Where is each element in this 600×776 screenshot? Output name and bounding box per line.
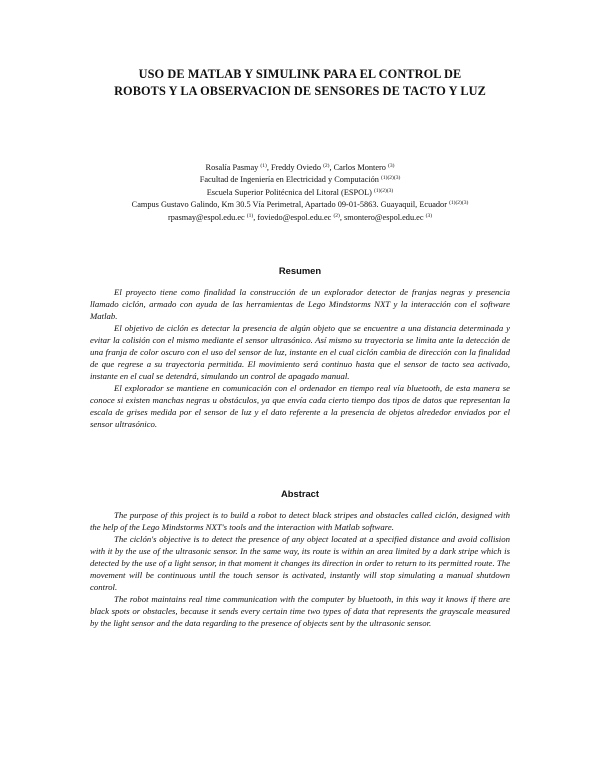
resumen-paragraph: El objetivo de ciclón es detectar la presencia de algún objeto que se encuentre a una distancia determinada y evitar la colisión con el mismo mediante el sensor ultrasónico. Así mismo su trayectoria se limita ante la detección de una franja de color oscuro con el uso del sensor de luz, instante en el cual ciclón cambia de dirección con la finalidad de que regrese a su trayectoria permitida. El movimiento será continuo hasta que el sensor de tacto sea activado, instante en el cual se detendrá, simulando un control de apagado manual. bbox=[90, 323, 510, 381]
title-line-2: ROBOTS Y LA OBSERVACION DE SENSORES DE TACTO Y LUZ bbox=[114, 84, 486, 98]
email-mark: (2) bbox=[333, 212, 340, 219]
author-affiliation-mark: (1) bbox=[260, 163, 267, 169]
author-email: smontero@espol.edu.ec bbox=[344, 212, 424, 222]
school-line bbox=[40, 187, 560, 199]
author-separator: , bbox=[266, 163, 271, 172]
abstract-paragraph: The purpose of this project is to build a robot to detect black stripes and obstacles called ciclón, designed with the help of the Lego Mindstorms NXT's tools and the interaction with Matlab software. bbox=[90, 510, 510, 532]
resumen-body bbox=[90, 286, 510, 430]
author-separator: , bbox=[329, 163, 334, 172]
author-affiliation-mark: (3) bbox=[388, 163, 395, 169]
resumen-paragraph: El proyecto tiene como finalidad la construcción de un explorador detector de franjas negras y presencia llamado ciclón, armado con ayuda de las herramientas de Lego Mindstorms NXT y la interacción con el software Matlab. bbox=[90, 287, 510, 321]
resumen-heading: Resumen bbox=[278, 265, 322, 276]
author-email: foviedo@espol.edu.ec bbox=[257, 212, 332, 222]
author-email: rpasmay@espol.edu.ec bbox=[167, 212, 245, 222]
author-affiliation-mark: (2) bbox=[323, 163, 330, 169]
school-name: Escuela Superior Politécnica del Litoral (ESPOL) bbox=[206, 187, 372, 197]
address-mark: (1)(2)(3) bbox=[449, 200, 469, 207]
author-name: Carlos Montero bbox=[333, 163, 386, 172]
email-mark: (1) bbox=[246, 212, 254, 219]
faculty-line bbox=[40, 174, 560, 186]
author-name: Freddy Oviedo bbox=[270, 163, 321, 172]
email-line bbox=[40, 212, 560, 224]
faculty-mark: (1)(2)(3) bbox=[381, 175, 401, 182]
address-line bbox=[40, 199, 560, 211]
resumen-paragraph: El explorador se mantiene en comunicación con el ordenador en tiempo real vía bluetooth, de esta manera se conoce si existen manchas negras u obstáculos, ya que envía cada cierto tiempo dos tipos de datos que representan la escala de grises medida por el sensor de luz y el dato referente a la presencia de objetos alrededor enviados por el sensor ultrasónico. bbox=[90, 383, 510, 429]
author-names bbox=[40, 162, 560, 174]
abstract-heading: Abstract bbox=[280, 488, 320, 499]
paper-title bbox=[60, 66, 540, 100]
email-mark: (3) bbox=[425, 212, 433, 219]
author-block bbox=[40, 162, 560, 224]
email-separator: , bbox=[339, 212, 345, 222]
faculty-name: Facultad de Ingeniería en Electricidad y Computación bbox=[199, 175, 379, 185]
abstract-paragraph: The ciclón's objective is to detect the presence of any object located at a specified distance and avoid collision with it by the use of the ultrasonic sensor. In the same way, its route is within an area limited by a dark stripe which is detected by the use of a light sensor, in that moment it changes its direction in order to return to its permitted route. The movement will be continuous until the touch sensor is activated, instantly will stop simulating a manual shutdown control. bbox=[90, 534, 510, 592]
abstract-body bbox=[90, 509, 510, 629]
school-mark: (1)(2)(3) bbox=[374, 187, 394, 194]
abstract-paragraph: The robot maintains real time communication with the computer by bluetooth, in this way it knows if there are black spots or obstacles, because it sends every certain time two types of data that represents the grayscale measured by the light sensor and the data regarding to the presence of objects sent by the ultrasonic sensor. bbox=[90, 594, 510, 628]
address-text: Campus Gustavo Galindo, Km 30.5 Vía Perimetral, Apartado 09-01-5863. Guayaquil, Ecuador bbox=[131, 200, 447, 210]
email-separator: , bbox=[253, 212, 258, 222]
author-name: Rosalía Pasmay bbox=[205, 163, 259, 172]
title-line-1: USO DE MATLAB Y SIMULINK PARA EL CONTROL DE bbox=[138, 67, 462, 81]
